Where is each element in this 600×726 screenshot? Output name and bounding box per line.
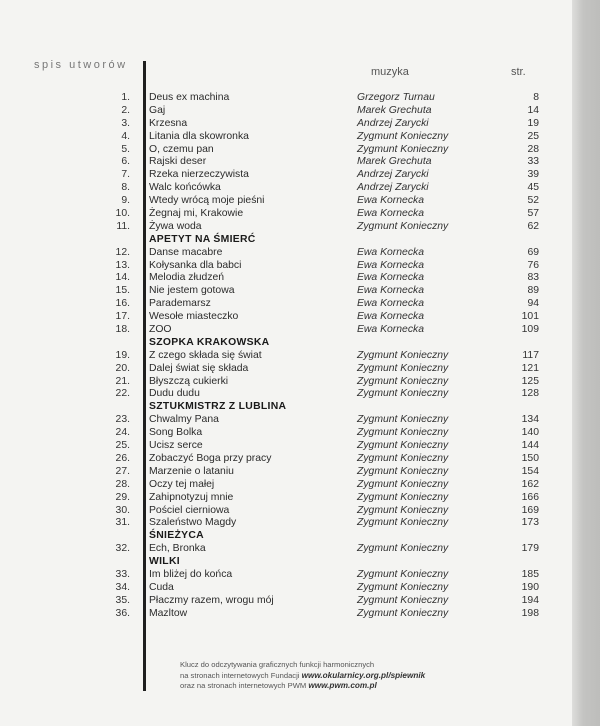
- song-composer: Zygmunt Konieczny: [357, 375, 449, 387]
- song-title: Litania dla skowronka: [149, 130, 249, 142]
- song-number: 9.: [121, 195, 130, 207]
- toc-row: [0, 195, 572, 208]
- song-title: Dudu dudu: [149, 388, 200, 400]
- song-number: 36.: [115, 607, 130, 619]
- song-composer: Zygmunt Konieczny: [357, 517, 449, 529]
- song-composer: Ewa Kornecka: [357, 246, 424, 258]
- toc-row: [0, 92, 572, 105]
- song-title: Płaczmy razem, wrogu mój: [149, 594, 274, 606]
- song-number: 8.: [121, 182, 130, 194]
- toc-row: [0, 247, 572, 260]
- song-number: 2.: [121, 104, 130, 116]
- toc-row: [0, 608, 572, 621]
- song-number: 21.: [115, 375, 130, 387]
- song-number: 22.: [115, 388, 130, 400]
- footer-line-3-text: oraz na stronach internetowych PWM: [180, 681, 307, 690]
- song-title: Zahipnotyzuj mnie: [149, 491, 234, 503]
- toc-row: [0, 182, 572, 195]
- section-heading: [0, 530, 572, 543]
- song-number: 16.: [115, 298, 130, 310]
- page-column-header: str.: [511, 66, 526, 78]
- song-number: 5.: [121, 143, 130, 155]
- section-heading: [0, 337, 572, 350]
- toc-row: [0, 492, 572, 505]
- song-page: 198: [521, 607, 539, 619]
- song-composer: Zygmunt Konieczny: [357, 491, 449, 503]
- song-number: 12.: [115, 246, 130, 258]
- song-page: 69: [527, 246, 539, 258]
- footer-line-2-text: na stronach internetowych Fundacji: [180, 670, 300, 680]
- music-column-header: muzyka: [371, 66, 409, 78]
- song-composer: Zygmunt Konieczny: [357, 440, 449, 452]
- song-title: Ech, Bronka: [149, 543, 206, 555]
- song-composer: Ewa Kornecka: [357, 272, 424, 284]
- toc-row: [0, 131, 572, 144]
- song-title: Oczy tej małej: [149, 478, 215, 490]
- song-page: 83: [527, 272, 539, 284]
- song-page: 144: [521, 440, 539, 452]
- toc-row: [0, 453, 572, 466]
- song-title: Z czego składa się świat: [149, 349, 262, 361]
- song-title: Deus ex machina: [149, 92, 230, 103]
- song-page: 52: [527, 195, 539, 207]
- footer-note: [180, 660, 425, 692]
- toc-row: [0, 517, 572, 530]
- song-number: 25.: [115, 440, 130, 452]
- song-page: 166: [521, 491, 539, 503]
- song-title: Melodia złudzeń: [149, 272, 225, 284]
- song-page: 117: [522, 349, 539, 361]
- song-title: Żywa woda: [149, 220, 202, 232]
- toc-row: [0, 440, 572, 453]
- song-title: Danse macabre: [149, 246, 223, 258]
- song-title: Rajski deser: [149, 156, 207, 168]
- song-number: 13.: [115, 259, 130, 271]
- song-page: 179: [521, 543, 539, 555]
- song-number: 20.: [115, 362, 130, 374]
- footer-line-1: Klucz do odczytywania graficznych funkcji harmonicznych: [180, 660, 375, 669]
- song-title: Ucisz serce: [149, 440, 203, 452]
- song-page: 25: [527, 130, 539, 142]
- song-number: 7.: [121, 169, 130, 181]
- toc-row: [0, 582, 572, 595]
- song-page: 125: [521, 375, 539, 387]
- pwm-url[interactable]: www.pwm.com.pl: [308, 681, 377, 690]
- song-title: Zobaczyć Boga przy pracy: [149, 452, 272, 464]
- song-number: 34.: [115, 581, 130, 593]
- song-number: 31.: [115, 517, 130, 529]
- song-page: 89: [527, 285, 539, 297]
- song-composer: Marek Grechuta: [357, 156, 432, 168]
- song-number: 30.: [115, 504, 130, 516]
- song-title: Gaj: [149, 104, 166, 116]
- section-title: SZOPKA KRAKOWSKA: [149, 336, 270, 348]
- toc-row: [0, 388, 572, 401]
- song-title: Żegnaj mi, Krakowie: [149, 208, 244, 220]
- song-page: 57: [527, 208, 539, 220]
- song-title: Nie jestem gotowa: [149, 285, 235, 297]
- song-page: 162: [521, 478, 539, 490]
- song-title: Wesołe miasteczko: [149, 311, 239, 323]
- table-of-contents: [0, 92, 572, 621]
- song-number: 11.: [116, 220, 130, 232]
- song-composer: Zygmunt Konieczny: [357, 452, 449, 464]
- song-number: 17.: [115, 311, 130, 323]
- song-page: 150: [521, 452, 539, 464]
- song-composer: Zygmunt Konieczny: [357, 543, 449, 555]
- song-page: 121: [521, 362, 539, 374]
- song-page: 185: [521, 568, 539, 580]
- section-title: APETYT NA ŚMIERĆ: [149, 233, 256, 245]
- song-composer: Ewa Kornecka: [357, 311, 424, 323]
- song-composer: Marek Grechuta: [357, 104, 432, 116]
- section-heading: [0, 234, 572, 247]
- song-number: 15.: [115, 285, 130, 297]
- song-page: 62: [527, 220, 539, 232]
- foundation-url[interactable]: www.okularnicy.org.pl/spiewnik: [301, 670, 426, 680]
- song-composer: Zygmunt Konieczny: [357, 607, 449, 619]
- song-number: 32.: [115, 543, 130, 555]
- song-page: 76: [527, 259, 539, 271]
- page-edge-shadow: [572, 0, 600, 726]
- song-title: Marzenie o lataniu: [149, 465, 234, 477]
- song-title: O, czemu pan: [149, 143, 214, 155]
- song-composer: Grzegorz Turnau: [357, 92, 435, 103]
- song-composer: Zygmunt Konieczny: [357, 594, 449, 606]
- toc-row: [0, 208, 572, 221]
- section-title: ŚNIEŻYCA: [149, 530, 204, 542]
- song-page: 8: [533, 92, 539, 103]
- song-page: 154: [521, 465, 539, 477]
- song-page: 128: [521, 388, 539, 400]
- song-title: Pościel cierniowa: [149, 504, 230, 516]
- song-number: 23.: [115, 414, 130, 426]
- song-composer: Zygmunt Konieczny: [357, 388, 449, 400]
- toc-row: [0, 169, 572, 182]
- song-number: 14.: [115, 272, 130, 284]
- toc-row: [0, 260, 572, 273]
- toc-row: [0, 118, 572, 131]
- section-heading: [0, 556, 572, 569]
- song-number: 4.: [121, 130, 130, 142]
- section-heading: [0, 401, 572, 414]
- toc-row: [0, 466, 572, 479]
- toc-row: [0, 350, 572, 363]
- song-page: 134: [521, 414, 539, 426]
- footer-line-2: [180, 671, 425, 682]
- song-composer: Andrzej Zarycki: [357, 169, 429, 181]
- song-composer: Ewa Kornecka: [357, 259, 424, 271]
- toc-row: [0, 144, 572, 157]
- song-number: 3.: [121, 117, 130, 129]
- toc-row: [0, 221, 572, 234]
- toc-row: [0, 105, 572, 118]
- song-composer: Zygmunt Konieczny: [357, 220, 449, 232]
- toc-row: [0, 272, 572, 285]
- song-title: Mazltow: [149, 607, 188, 619]
- song-page: 39: [527, 169, 539, 181]
- song-composer: Ewa Kornecka: [357, 298, 424, 310]
- song-number: 24.: [115, 427, 130, 439]
- toc-row: [0, 427, 572, 440]
- toc-row: [0, 324, 572, 337]
- song-title: ZOO: [149, 324, 172, 336]
- song-composer: Ewa Kornecka: [357, 195, 424, 207]
- song-composer: Andrzej Zarycki: [357, 117, 429, 129]
- toc-row: [0, 156, 572, 169]
- song-composer: Zygmunt Konieczny: [357, 349, 449, 361]
- song-title: Krzesna: [149, 117, 188, 129]
- song-number: 18.: [115, 324, 130, 336]
- song-number: 19.: [115, 349, 130, 361]
- toc-row: [0, 569, 572, 582]
- song-composer: Zygmunt Konieczny: [357, 414, 449, 426]
- song-page: 194: [521, 594, 539, 606]
- toc-row: [0, 376, 572, 389]
- song-page: 94: [527, 298, 539, 310]
- song-title: Błyszczą cukierki: [149, 375, 229, 387]
- song-page: 109: [521, 324, 539, 336]
- song-page: 14: [527, 104, 539, 116]
- song-title: Im bliżej do końca: [149, 568, 233, 580]
- song-number: 35.: [115, 594, 130, 606]
- song-number: 33.: [115, 568, 130, 580]
- song-page: 101: [521, 311, 539, 323]
- song-number: 10.: [115, 208, 130, 220]
- toc-row: [0, 311, 572, 324]
- song-composer: Zygmunt Konieczny: [357, 427, 449, 439]
- song-page: 33: [527, 156, 539, 168]
- song-title: Rzeka nierzeczywista: [149, 169, 249, 181]
- song-composer: Ewa Kornecka: [357, 208, 424, 220]
- song-page: 28: [527, 143, 539, 155]
- song-composer: Andrzej Zarycki: [357, 182, 429, 194]
- song-title: Wtedy wrócą moje pieśni: [149, 195, 265, 207]
- song-page: 190: [521, 581, 539, 593]
- song-title: Walc końcówka: [149, 182, 221, 194]
- song-title: Kołysanka dla babci: [149, 259, 242, 271]
- song-page: 173: [521, 517, 539, 529]
- toc-row: [0, 285, 572, 298]
- song-composer: Ewa Kornecka: [357, 324, 424, 336]
- song-composer: Zygmunt Konieczny: [357, 143, 449, 155]
- song-number: 6.: [121, 156, 130, 168]
- song-page: 140: [521, 427, 539, 439]
- song-composer: Zygmunt Konieczny: [357, 362, 449, 374]
- song-composer: Zygmunt Konieczny: [357, 504, 449, 516]
- toc-row: [0, 595, 572, 608]
- song-number: 26.: [115, 452, 130, 464]
- section-title: WILKI: [149, 556, 180, 568]
- toc-row: [0, 479, 572, 492]
- song-number: 29.: [115, 491, 130, 503]
- song-number: 27.: [115, 465, 130, 477]
- song-page: 19: [527, 117, 539, 129]
- song-composer: Zygmunt Konieczny: [357, 465, 449, 477]
- toc-row: [0, 414, 572, 427]
- song-composer: Ewa Kornecka: [357, 285, 424, 297]
- song-title: Chwalmy Pana: [149, 414, 219, 426]
- song-title: Song Bolka: [149, 427, 203, 439]
- song-composer: Zygmunt Konieczny: [357, 478, 449, 490]
- toc-row: [0, 505, 572, 518]
- song-number: 1.: [121, 92, 130, 103]
- toc-row: [0, 543, 572, 556]
- song-page: 169: [521, 504, 539, 516]
- toc-row: [0, 363, 572, 376]
- section-title: SZTUKMISTRZ Z LUBLINA: [149, 401, 287, 413]
- song-composer: Zygmunt Konieczny: [357, 130, 449, 142]
- toc-row: [0, 298, 572, 311]
- footer-line-3: [180, 681, 425, 692]
- song-composer: Zygmunt Konieczny: [357, 568, 449, 580]
- song-title: Parademarsz: [149, 298, 211, 310]
- song-title: Szaleństwo Magdy: [149, 517, 237, 529]
- song-composer: Zygmunt Konieczny: [357, 581, 449, 593]
- song-page: 45: [527, 182, 539, 194]
- song-title: Dalej świat się składa: [149, 362, 249, 374]
- song-title: Cuda: [149, 581, 174, 593]
- song-number: 28.: [115, 478, 130, 490]
- contents-heading: spis utworów: [34, 59, 128, 71]
